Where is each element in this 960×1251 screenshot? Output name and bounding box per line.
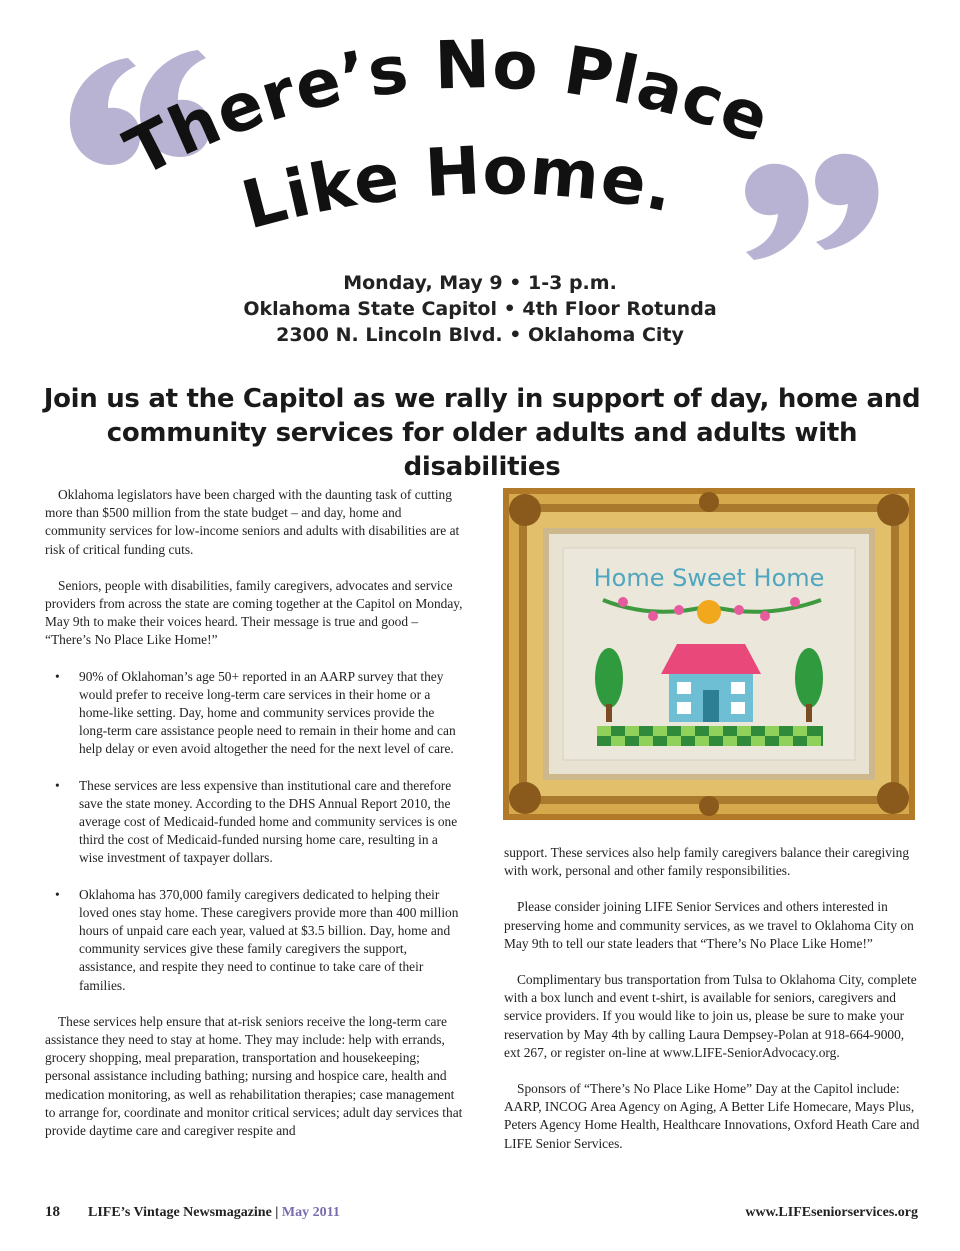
list-item <box>45 886 465 995</box>
website-url: www.LIFEseniorservices.org <box>745 1205 918 1220</box>
house-icon <box>661 644 761 722</box>
event-info <box>0 270 960 348</box>
checker-ground <box>597 726 823 746</box>
join-paragraph: Please consider joining LIFE Senior Services and others interested in preserving home and community services, as we travel to Oklahoma City on May 9th to tell our state leaders that “There’s No Place Like Home!” <box>504 899 914 951</box>
gathering-paragraph: Seniors, people with disabilities, family caregivers, advocates and service providers from across the state are coming together at the Capitol on Monday, May 9th to make their voices heard. Their message is true and good – “There’s No Place Like Home!” <box>45 577 463 648</box>
rally-tagline: Join us at the Capitol as we rally in support of day, home and community services for older adults and adults with disabilities <box>43 384 921 482</box>
bullet-icon: • <box>55 668 60 684</box>
event-date-time: Monday, May 9 • 1-3 p.m. <box>343 272 617 294</box>
bus-paragraph: Complimentary bus transportation from Tulsa to Oklahoma City, complete with a box lunch and event t-shirt, is available for seniors, caregivers and service providers. If you would like to join us, please be sure to make your reservation by May 4th by calling Laura Dempsey-Polan at 918-664-9000, ext 267, or register on-line at www.LIFE-SeniorAdvocacy.org. <box>504 972 917 1060</box>
close-quote-mark <box>745 154 878 260</box>
intro-paragraph: Oklahoma legislators have been charged with the daunting task of cutting more than $500 million from the state budget – and day, home and community services for low-income seniors and adults with disabilities are at risk of critical funding cuts. <box>45 487 460 557</box>
bullet-icon: • <box>55 777 60 793</box>
event-location: Oklahoma State Capitol • 4th Floor Rotunda <box>243 298 717 320</box>
event-address: 2300 N. Lincoln Blvd. • Oklahoma City <box>276 324 684 346</box>
list-item <box>45 668 465 759</box>
services-paragraph: These services help ensure that at-risk seniors receive the long-term care assistance they need to stay at home. They may include: help with errands, grocery shopping, meal preparation, transportation and housekeeping; personal assistance including bathing; nursing and hospice care, health and medication monitoring, as well as rehabilitation therapies; case management to arrange for, coordinate and monitor critical services; adult day services that provide daytime care and caregiver respite and <box>45 1013 463 1139</box>
support-paragraph: support. These services also help family caregivers balance their caregiving with work, personal and other family responsibilities. <box>504 845 910 879</box>
bullet-icon: • <box>55 886 60 902</box>
list-item <box>45 777 465 868</box>
facts-list <box>45 668 465 995</box>
stitched-title: Home Sweet Home <box>593 564 825 592</box>
list-item-text: Oklahoma has 370,000 family caregivers dedicated to helping their loved ones stay home. These caregivers provide more than 400 million hours of unpaid care each year, valued at $3.5 billion. Day, home and community services give these family caregivers the support, assistance, and respite they need to continue to take care of their families. <box>79 886 459 993</box>
issue-date: May 2011 <box>281 1205 340 1220</box>
headline-line-1: There’s No Place <box>113 26 780 192</box>
right-column <box>504 844 922 1171</box>
publication-name <box>88 1205 340 1221</box>
sponsors-paragraph: Sponsors of “There’s No Place Like Home” Day at the Capitol include: AARP, INCOG Area Agency on Aging, A Better Life Homecare, Mays Plus, Peters Agency Home Health, Healthcare Innovations, Oxford Heath Care and LIFE Senior Services. <box>504 1081 920 1151</box>
list-item-text: These services are less expensive than institutional care and therefore save the state money. According to the DHS Annual Report 2010, the average cost of Medicaid-funded home and community services is one third the cost of Medicaid-funded nursing home care, resulting in a wise investment of taxpayer dollars. <box>79 777 458 866</box>
list-item-text: 90% of Oklahoman’s age 50+ reported in an AARP survey that they would prefer to receive long-term care services in their home or a home-like setting. Day, home and community services provide the long-term care assistance people need to remain in their home and can help delay or even avoid altogether the need for the next level of care. <box>79 668 456 757</box>
home-sweet-home-picture <box>503 488 915 820</box>
headline-art <box>0 0 960 270</box>
page-footer <box>0 1204 960 1228</box>
headline-line-2: Like Home. <box>234 132 681 245</box>
page-number: 18 <box>45 1204 60 1220</box>
left-column <box>45 486 465 1158</box>
publication-title: LIFE’s Vintage Newsmagazine | <box>88 1205 279 1220</box>
